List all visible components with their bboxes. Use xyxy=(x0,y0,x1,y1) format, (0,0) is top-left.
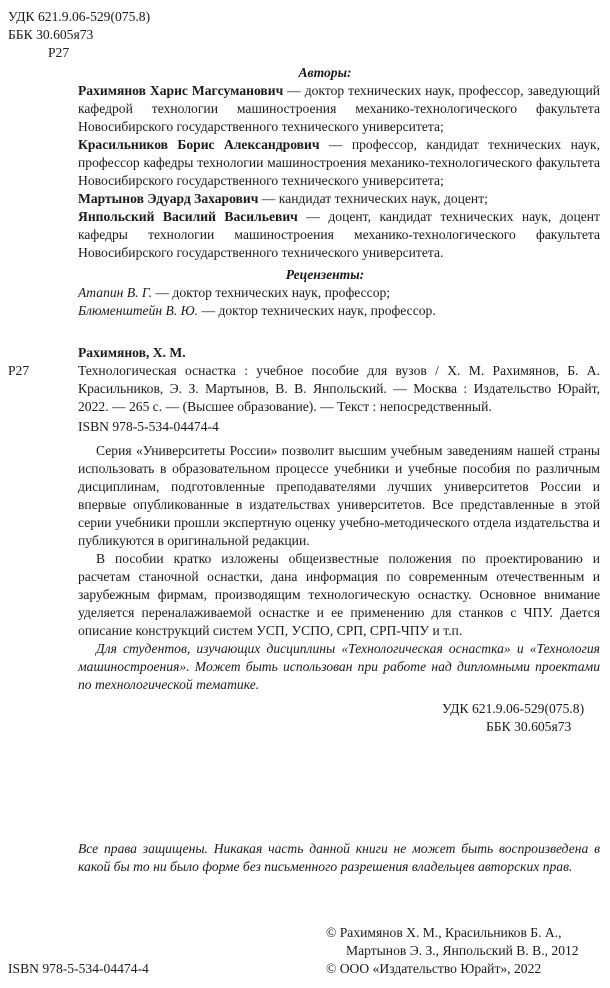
reviewer-entry-2 xyxy=(78,302,436,320)
catalog-author: Рахимянов, Х. М. xyxy=(78,345,186,360)
annotation-paragraph-1: Серия «Университеты России» позволит высшим учебным заведениям нашей страны использовать в образовательном процессе учебники и учебные пособия по различным дисциплинам, подготовленные преподавателями лучших университетов России и впервые опубликованные в издательствах университетов. Все представленные в этой серии учебники прошли экспертную оценку учебно-методического отдела издательства и публикуются в оригинальной редакции. xyxy=(78,443,600,548)
author-entry-2 xyxy=(78,136,600,190)
author-desc: — профессор, кандидат технических наук, профессор кафедры технологии машиностроения механико-технологического факультета Новосибирского государственного технического университета; xyxy=(78,137,601,188)
catalog-description: Технологическая оснастка : учебное пособие для вузов / Х. М. Рахимянов, Б. А. Красильников, Э. З. Мартынов, В. В. Янпольский. — Москва : Издательство Юрайт, 2022. — 265 с. — (Высшее образование). — Текст : непосредственный. xyxy=(78,363,600,414)
author-name: Янпольский Василий Васильевич xyxy=(78,209,298,224)
authors-heading: Авторы: xyxy=(298,65,352,80)
reviewers-heading: Рецензенты: xyxy=(285,267,365,282)
copyright-authors-line-1: © Рахимянов Х. М., Красильников Б. А., xyxy=(326,925,562,940)
annotation-paragraph-2: В пособии кратко изложены общеизвестные положения по проектированию и расчетам станочной оснастки, дана информация по современным отечественным и зарубежным фирмам, производящим технологическую оснастку. Основное внимание уделяется переналаживаемой оснастке и ее применению для станков с ЧПУ. Дается описание конструкций систем УСП, УСПО, СРП, СРП-ЧПУ и т.п. xyxy=(78,551,600,638)
rights-notice: Все права защищены. Никакая часть данной книги не может быть воспроизведена в какой бы то ни было форме без письменного разрешения владельцев авторских прав. xyxy=(78,841,600,874)
author-desc: — доцент, кандидат технических наук, доцент кафедры технологии машиностроения механико-технологического факультета Новосибирского государственного технического университета. xyxy=(78,209,600,260)
bbk-header: ББК 30.605я73 xyxy=(8,27,94,42)
author-entry-1 xyxy=(78,82,600,136)
udk-header: УДК 621.9.06-529(075.8) xyxy=(8,9,151,24)
author-desc: — доктор технических наук, профессор, заведующий кафедрой технологии машиностроения механико-технологического факультета Новосибирского государственного технического университета; xyxy=(78,83,600,134)
author-entry-4 xyxy=(78,208,600,262)
reviewer-name: Блюменштейн В. Ю. xyxy=(78,303,199,318)
reviewer-name: Атапин В. Г. xyxy=(78,285,153,300)
reviewer-desc: — доктор технических наук, профессор. xyxy=(198,303,436,318)
reviewer-desc: — доктор технических наук, профессор; xyxy=(152,285,391,300)
copyright-authors-line-2: Мартынов Э. З., Янпольский В. В., 2012 xyxy=(346,943,579,958)
bbk-classification: ББК 30.605я73 xyxy=(486,719,572,734)
author-entry-3 xyxy=(78,190,600,208)
reviewer-entry-1 xyxy=(78,284,390,302)
catalog-isbn: ISBN 978-5-534-04474-4 xyxy=(78,419,219,434)
udk-classification: УДК 621.9.06-529(075.8) xyxy=(442,701,585,716)
catalog-code: Р27 xyxy=(8,363,30,378)
author-name: Красильников Борис Александрович xyxy=(78,137,320,152)
author-desc: — кандидат технических наук, доцент; xyxy=(258,191,488,206)
copyright-publisher: © ООО «Издательство Юрайт», 2022 xyxy=(326,961,542,976)
author-name: Мартынов Эдуард Захарович xyxy=(78,191,259,206)
author-name: Рахимянов Харис Магсуманович xyxy=(78,83,284,98)
footer-isbn: ISBN 978-5-534-04474-4 xyxy=(8,961,149,976)
annotation-paragraph-3: Для студентов, изучающих дисциплины «Технологическая оснастка» и «Технология машиностроения». Может быть использован при работе над дипломными проектами по технологической тематике. xyxy=(78,641,600,692)
author-code-header: Р27 xyxy=(48,45,70,60)
